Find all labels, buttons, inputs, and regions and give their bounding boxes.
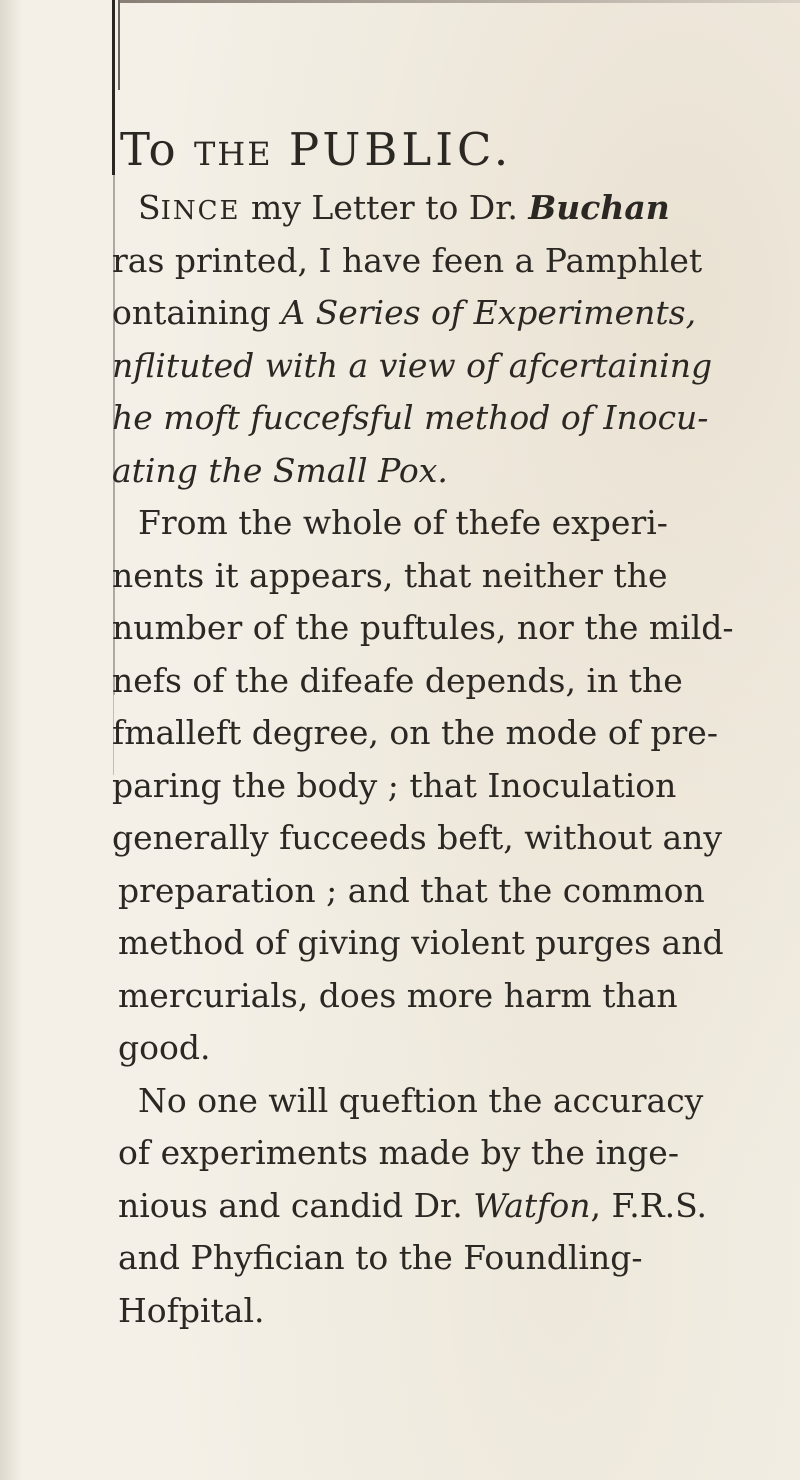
- text-line: [112, 917, 800, 970]
- margin-rule: [118, 0, 120, 90]
- text-segment: nflituted with a view of afcertaining: [112, 345, 713, 385]
- binding-shadow: [0, 0, 22, 1480]
- text-line: [112, 812, 800, 865]
- text-line: [112, 1075, 800, 1128]
- text-segment: ras printed, I have feen a Pamphlet: [112, 240, 703, 280]
- text-line: [112, 1127, 800, 1180]
- text-line: [112, 760, 800, 813]
- body-text: [112, 182, 800, 1337]
- text-segment: paring the body ; that Inoculation: [112, 765, 677, 805]
- text-line: [112, 235, 800, 288]
- text-line: [112, 707, 800, 760]
- text-segment: Watfon: [473, 1185, 591, 1225]
- page-top-edge: [120, 0, 800, 3]
- text-line: [112, 287, 800, 340]
- text-segment: A Series of Experiments,: [281, 293, 697, 332]
- text-segment: INCE: [160, 196, 241, 226]
- page-heading: [120, 120, 512, 184]
- text-segment: generally fucceeds beft, without any: [112, 818, 723, 857]
- text-segment: , F.R.S.: [590, 1185, 707, 1225]
- text-segment: and Phyfician to the Foundling-: [118, 1238, 643, 1277]
- text-line: [112, 340, 800, 393]
- text-segment: fmalleft degree, on the mode of pre-: [112, 713, 718, 752]
- text-line: [112, 1180, 800, 1233]
- text-line: [112, 970, 800, 1023]
- text-segment: method of giving violent purges and: [118, 923, 724, 962]
- text-segment: nious and candid Dr.: [118, 1185, 474, 1225]
- text-segment: my Letter to Dr.: [240, 188, 529, 227]
- text-line: [112, 1285, 800, 1338]
- text-segment: ating the Small Pox.: [112, 450, 448, 490]
- margin-rule: [112, 0, 115, 175]
- text-line: [112, 182, 800, 235]
- text-line: [112, 1022, 800, 1075]
- text-segment: nents it appears, that neither the: [112, 555, 668, 595]
- text-segment: Buchan: [528, 188, 670, 227]
- text-segment: S: [138, 188, 161, 227]
- heading-public: PUBLIC.: [288, 123, 513, 176]
- text-line: [112, 392, 800, 445]
- text-segment: nefs of the difeafe depends, in the: [112, 660, 683, 700]
- text-segment: good.: [118, 1028, 211, 1067]
- text-segment: mercurials, does more harm than: [118, 975, 678, 1015]
- text-line: [112, 550, 800, 603]
- text-segment: preparation ; and that the common: [118, 870, 705, 910]
- text-line: [112, 445, 800, 498]
- text-segment: ontaining: [112, 293, 282, 332]
- text-segment: of experiments made by the inge-: [118, 1133, 679, 1172]
- text-line: [112, 865, 800, 918]
- text-line: [112, 655, 800, 708]
- text-segment: he moft fuccefsful method of Inocu-: [112, 398, 709, 437]
- text-line: [112, 1232, 800, 1285]
- text-segment: From the whole of thefe experi-: [138, 503, 668, 542]
- text-segment: number of the puftules, nor the mild-: [112, 608, 734, 647]
- text-segment: Hofpital.: [118, 1290, 265, 1330]
- text-line: [112, 497, 800, 550]
- text-segment: No one will queftion the accuracy: [138, 1080, 704, 1120]
- heading-the: THE: [193, 135, 273, 173]
- heading-to: To: [120, 123, 178, 176]
- text-line: [112, 602, 800, 655]
